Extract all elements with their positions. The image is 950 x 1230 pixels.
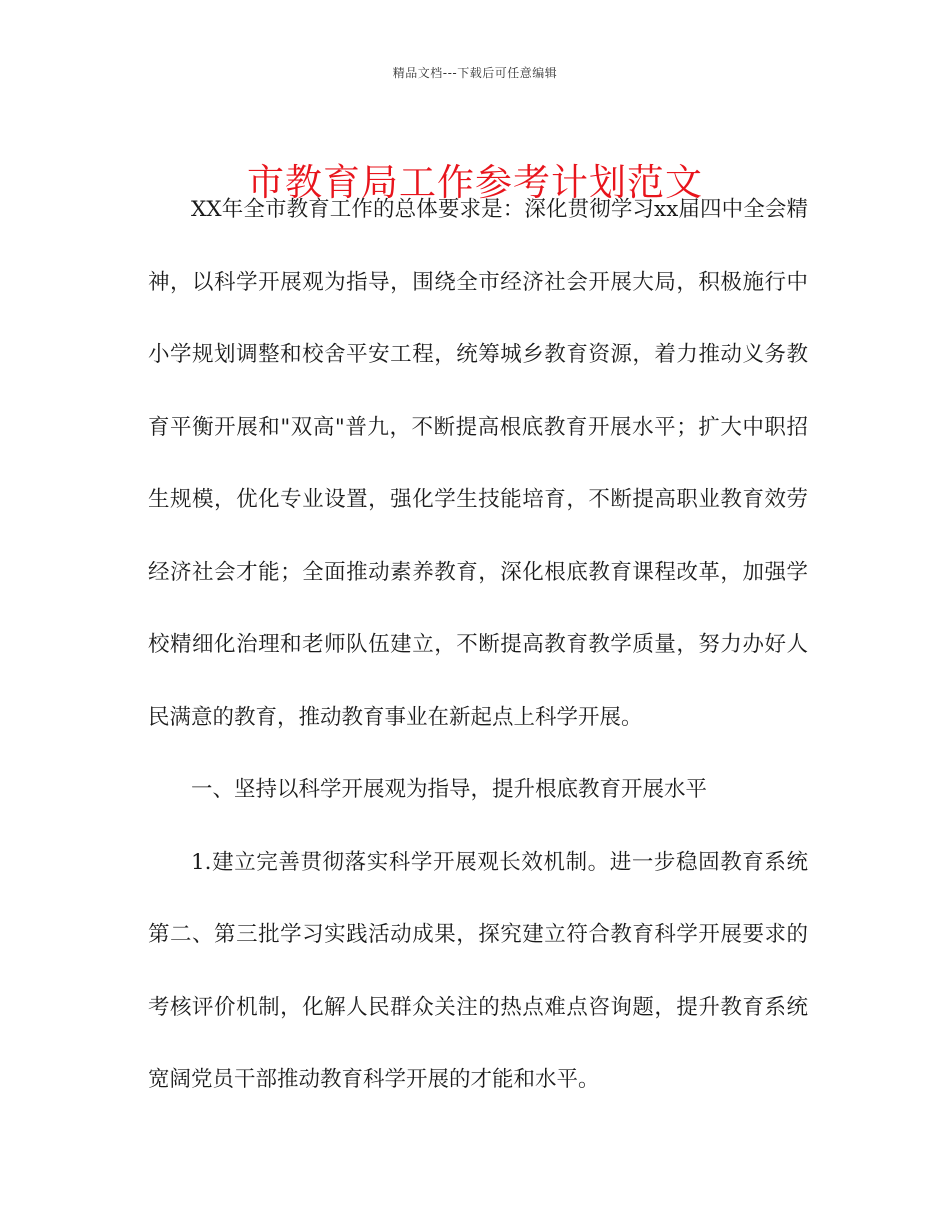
document-body [148,174,808,1117]
document-title: 市教育局工作参考计划范文 [247,160,703,204]
header-note: 精品文档---下载后可任意编辑 [392,66,558,80]
section-heading-1: 一、坚持以科学开展观为指导，提升根底教育开展水平 [191,777,708,802]
paragraph-intro: XX年全市教育工作的总体要求是：深化贯彻学习xx届四中全会精神，以科学开展观为指导，围绕全市经济社会开展大局，积极施行中小学规划调整和校舍平安工程，统筹城乡教育资源，着力推动义务教育平衡开展和"双高"普九，不断提高根底教育开展水平；扩大中职招生规模，优化专业设置，强化学生技能培育，不断提高职业教育效劳经济社会才能；全面推动素养教育，深化根底教育课程改革，加强学校精细化治理和老师队伍建立，不断提高教育教学质量，努力办好人民满意的教育，推动教育事业在新起点上科学开展。 [148,197,808,730]
paragraph-item-1: 1.建立完善贯彻落实科学开展观长效机制。进一步稳固教育系统第二、第三批学习实践活动成果，探究建立符合教育科学开展要求的考核评价机制，化解人民群众关注的热点难点咨询题，提升教育系统宽阔党员干部推动教育科学开展的才能和水平。 [148,849,808,1092]
